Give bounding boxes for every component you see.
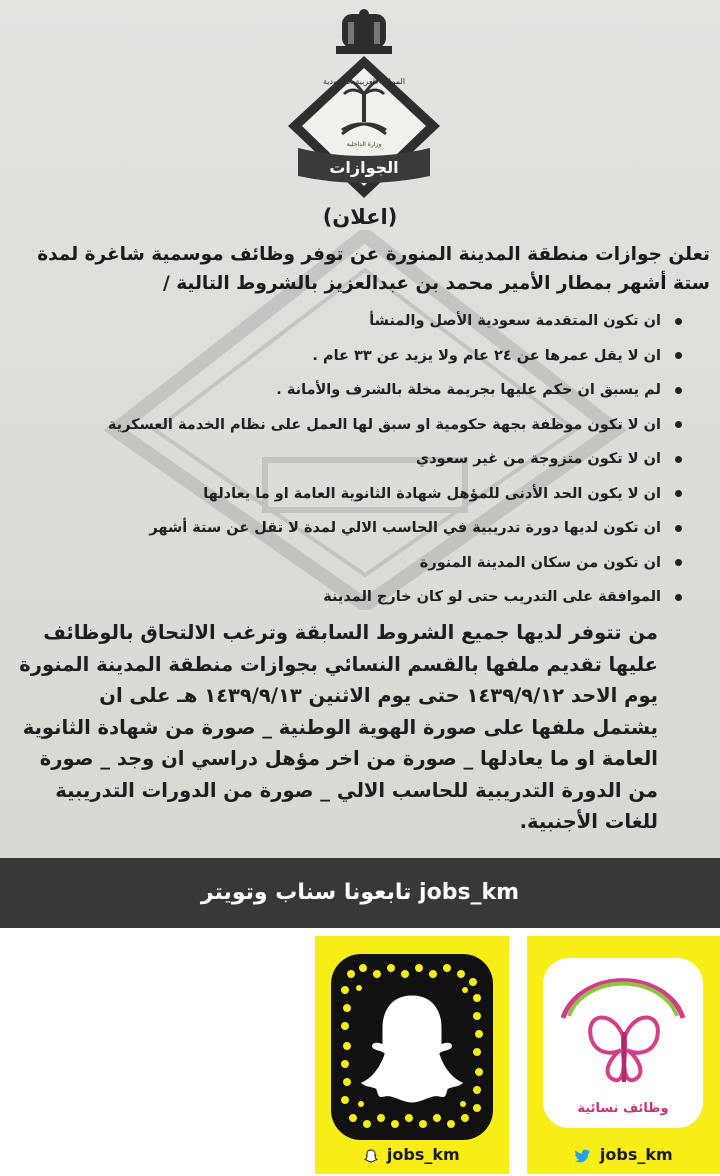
bullet-icon xyxy=(675,421,682,428)
closing-line: عليها تقديم ملفها بالقسم النسائي بجوازات منطقة المدينة المنورة xyxy=(19,652,658,676)
intro-line: تعلن جوازات منطقة المدينة المنورة عن توفر وظائف موسمية شاغرة لمدة xyxy=(37,244,710,265)
snapcode-icon xyxy=(331,954,493,1140)
condition-text: الموافقة على التدريب حتى لو كان خارج المدينة xyxy=(323,589,661,605)
emblem-ministry-text: وزارة الداخلية xyxy=(346,141,382,148)
logo-caption: وظائف نسائية xyxy=(577,1101,669,1116)
passports-emblem xyxy=(280,8,448,200)
womens-jobs-logo xyxy=(543,958,703,1128)
announcement-closing xyxy=(0,617,658,838)
follow-banner xyxy=(0,858,720,928)
closing-line: من الدورة التدريبية للحاسب الالي _ صورة من الدورات التدريبية xyxy=(55,778,658,802)
condition-text: ان لا تكون موظفة بجهة حكومية او سبق لها العمل على نظام الخدمة العسكرية xyxy=(107,416,661,433)
bullet-icon xyxy=(675,318,682,325)
condition-item xyxy=(22,373,682,408)
bullet-icon xyxy=(675,456,682,463)
announcement-title: (اعلان) xyxy=(322,205,398,229)
condition-text: ان تكون لديها دورة تدريبية في الحاسب الالي لمدة لا تقل عن ستة أشهر xyxy=(149,520,661,536)
bullet-icon xyxy=(675,387,682,394)
bullet-icon xyxy=(675,352,682,359)
snapchat-handle-text: jobs_km xyxy=(386,1145,460,1164)
condition-item xyxy=(22,304,682,339)
conditions-list xyxy=(22,304,682,615)
closing-line: يوم الاحد ١٤٣٩/٩/١٢ حتى يوم الاثنين ١٤٣٩/٩/١٣ هـ على ان xyxy=(99,684,658,707)
condition-item xyxy=(22,339,682,374)
condition-item xyxy=(22,477,682,512)
bullet-icon xyxy=(675,525,682,532)
closing-line: العامة او ما يعادلها _ صورة من اخر مؤهل دراسي ان وجد _ صورة xyxy=(39,747,658,770)
emblem-top-text: المملكة العربية السعودية xyxy=(322,77,406,86)
crown-icon xyxy=(336,9,392,54)
closing-line: للغات الأجنبية. xyxy=(519,810,658,833)
announcement-intro xyxy=(10,240,710,298)
closing-line: من تتوفر لديها جميع الشروط السابقة وترغب الالتحاق بالوظائف xyxy=(43,621,658,644)
bullet-icon xyxy=(675,594,682,601)
snapchat-ghost-icon xyxy=(364,1149,378,1163)
condition-text: ان تكون من سكان المدينة المنورة xyxy=(419,554,661,571)
condition-item xyxy=(22,546,682,581)
condition-item xyxy=(22,511,682,546)
snapchat-handle[interactable] xyxy=(315,1142,509,1168)
twitter-handle-text: jobs_km xyxy=(599,1145,673,1164)
butterfly-logo-icon xyxy=(543,958,703,1128)
snapchat-card[interactable] xyxy=(315,936,509,1174)
condition-text: ان لا يكون الحد الأدنى للمؤهل شهادة الثانوية العامة او ما يعادلها xyxy=(203,485,661,502)
twitter-handle[interactable] xyxy=(527,1142,720,1168)
emblem-band-label: الجوازات xyxy=(329,158,399,177)
condition-item xyxy=(22,442,682,477)
condition-text: لم يسبق ان حكم عليها بجريمة مخلة بالشرف والأمانة . xyxy=(276,382,661,398)
condition-text: ان لا تكون متزوجة من غير سعودي xyxy=(415,451,661,467)
condition-item xyxy=(22,408,682,443)
twitter-bird-icon xyxy=(575,1149,591,1163)
twitter-card[interactable] xyxy=(527,936,720,1174)
condition-text: ان تكون المتقدمة سعودية الأصل والمنشأ xyxy=(369,313,661,329)
intro-line: ستة أشهر بمطار الأمير محمد بن عبدالعزيز بالشروط التالية / xyxy=(163,273,710,294)
condition-text: ان لا يقل عمرها عن ٢٤ عام ولا يزيد عن ٣٣ عام . xyxy=(312,347,661,364)
bullet-icon xyxy=(675,559,682,566)
bullet-icon xyxy=(675,490,682,497)
closing-line: يشتمل ملفها على صورة الهوية الوطنية _ صورة من شهادة الثانوية xyxy=(22,715,658,739)
social-cards xyxy=(0,928,720,1176)
follow-banner-text: تابعونا سناب وتويتر jobs_km xyxy=(200,880,520,905)
condition-item xyxy=(22,580,682,615)
